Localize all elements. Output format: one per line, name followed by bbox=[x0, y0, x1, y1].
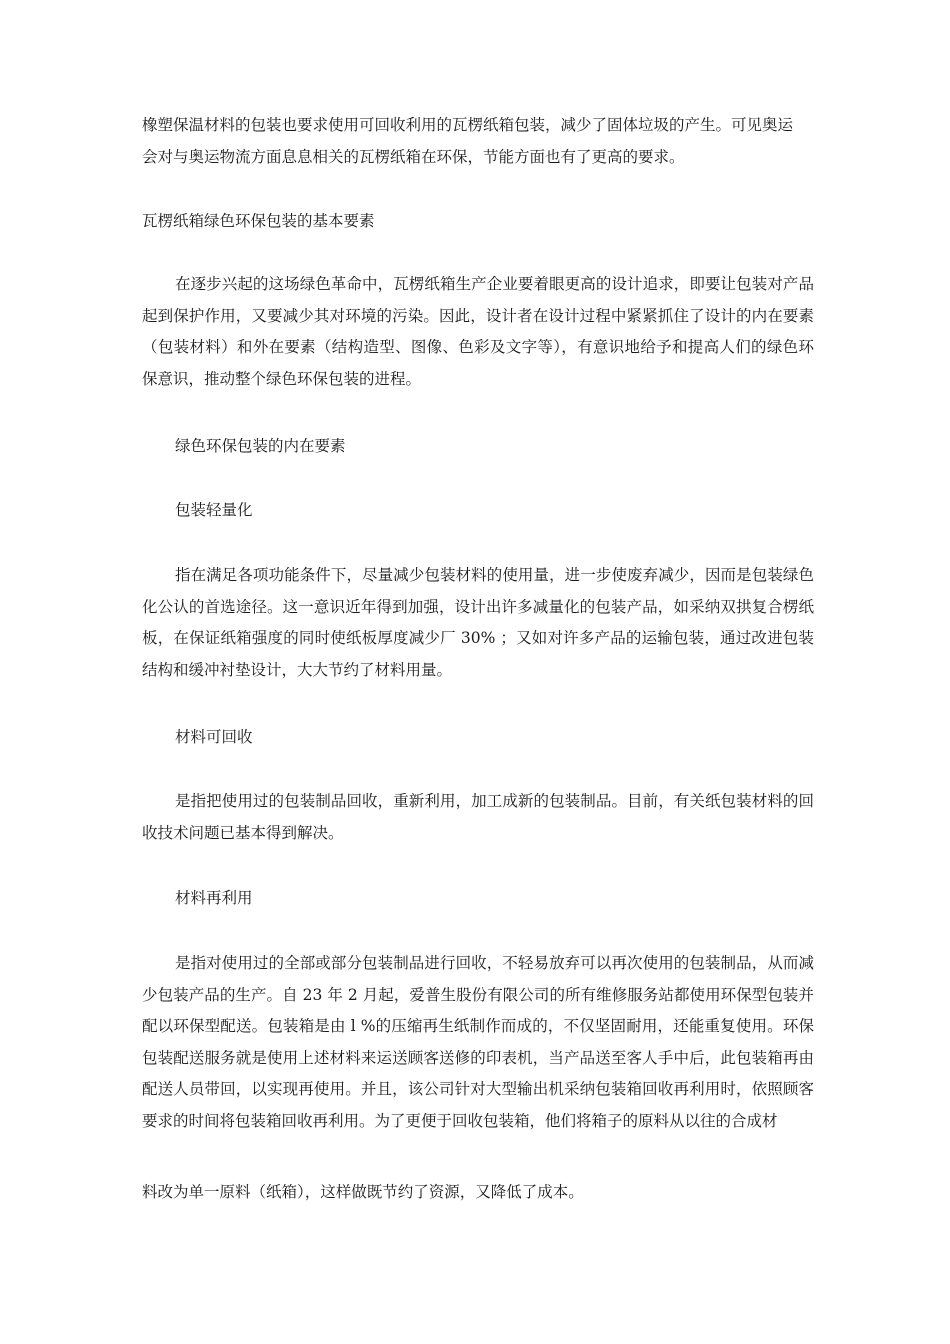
subheading-recyclable: 材料可回收 bbox=[175, 728, 253, 746]
subheading-reuse: 材料再利用 bbox=[175, 889, 253, 907]
subheading-internal-elements: 绿色环保包装的内在要素 bbox=[175, 437, 346, 455]
paragraph-recyclable: 是指把使用过的包装制品回收，重新利用，加工成新的包装制品。目前，有关纸包装材料的回收技术问题已基本得到解决。 bbox=[142, 792, 814, 842]
paragraph-reuse-continued: 料改为单一原料（纸箱），这样做既节约了资源，又降低了成本。 bbox=[142, 1183, 584, 1201]
subheading-lightweight: 包装轻量化 bbox=[175, 501, 253, 519]
section-heading-basic-elements: 瓦楞纸箱绿色环保包装的基本要素 bbox=[142, 212, 375, 230]
paragraph-intro bbox=[142, 110, 814, 173]
paragraph-lightweight: 指在满足各项功能条件下，尽量减少包装材料的使用量，进一步使废弃减少，因而是包装绿色化公认的首选途径。这一意识近年得到加强，设计出许多减量化的包装产品，如采纳双拱复合楞纸板，在保证纸箱强度的同时使纸板厚度减少厂 30% ；又如对许多产品的运输包装，通过改进包装结构和缓冲衬垫设计，大大节约了材料用量。 bbox=[142, 566, 814, 679]
paragraph-intro-line-2: 会对与奥运物流方面息息相关的瓦楞纸箱在环保，节能方面也有了更高的要求。 bbox=[142, 147, 685, 166]
paragraph-reuse: 是指对使用过的全部或部分包装制品进行回收，不轻易放弃可以再次使用的包装制品，从而减少包装产品的生产。自 23 年 2 月起，爱普生股份有限公司的所有维修服务站都使用环保型包装并配以环保型配送。包装箱是由 l %的压缩再生纸制作而成的，不仅坚固耐用，还能重复使用。环保包装配送服务就是使用上述材料来运送顾客送修的印表机，当产品送至客人手中后，此包装箱再由配送人员带回，以实现再使用。并且，该公司针对大型输出机采纳包装箱回收再利用时，依照顾客要求的时间将包装箱回收再利用。为了更便于回收包装箱，他们将箱子的原料从以往的合成材 bbox=[142, 954, 814, 1130]
paragraph-intro-line-1: 橡塑保温材料的包装也要求使用可回收利用的瓦楞纸箱包装，减少了固体垃圾的产生。可见奥运 bbox=[142, 116, 794, 134]
paragraph-green-revolution: 在逐步兴起的这场绿色革命中，瓦楞纸箱生产企业要着眼更高的设计追求，即要让包装对产品起到保护作用，又要减少其对环境的污染。因此，设计者在设计过程中紧紧抓住了设计的内在要素（包装材料）和外在要素（结构造型、图像、色彩及文字等），有意识地给予和提高人们的绿色环保意识，推动整个绿色环保包装的进程。 bbox=[142, 275, 814, 388]
